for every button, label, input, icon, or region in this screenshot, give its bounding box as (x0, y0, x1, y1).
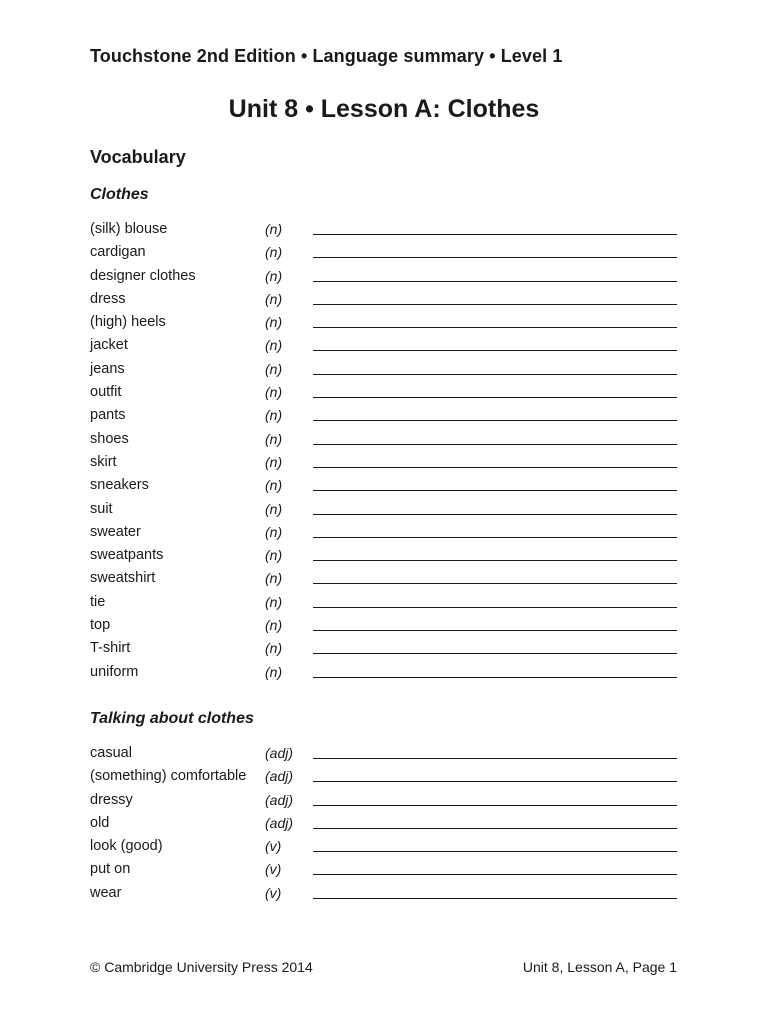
vocab-term: top (90, 617, 111, 634)
page-title: Unit 8 • Lesson A: Clothes (228, 95, 540, 123)
vocab-row (0, 453, 768, 476)
vocab-row (0, 639, 768, 662)
part-of-speech: (n) (265, 523, 283, 540)
footer-copyright: © Cambridge University Press 2014 (90, 959, 313, 975)
part-of-speech: (n) (265, 617, 283, 634)
vocab-term: cardigan (90, 244, 146, 261)
vocab-term: jeans (90, 360, 125, 377)
answer-line (313, 257, 677, 258)
part-of-speech: (n) (265, 477, 283, 494)
vocab-term: (silk) blouse (90, 221, 168, 237)
part-of-speech: (n) (265, 593, 283, 610)
vocab-row (0, 593, 768, 616)
part-of-speech: (n) (265, 407, 283, 424)
vocab-row (0, 336, 768, 359)
answer-line (313, 828, 677, 829)
part-of-speech: (n) (265, 500, 283, 517)
answer-line (313, 537, 677, 538)
part-of-speech: (n) (265, 640, 283, 657)
vocab-term: look (good) (90, 838, 163, 855)
vocab-row (0, 569, 768, 592)
vocab-term: shoes (90, 430, 129, 447)
vocab-term: T-shirt (90, 640, 131, 657)
vocab-term: designer clothes (90, 267, 196, 284)
footer-page-info: Unit 8, Lesson A, Page 1 (522, 959, 677, 975)
answer-line (313, 350, 677, 351)
vocab-term: (something) comfortable (90, 768, 247, 785)
answer-line (313, 420, 677, 421)
answer-line (313, 583, 677, 584)
vocab-term: outfit (90, 384, 122, 401)
vocab-row (0, 430, 768, 453)
vocab-term: jacket (90, 337, 128, 354)
vocab-term: casual (90, 745, 132, 761)
vocab-row (0, 243, 768, 266)
part-of-speech: (n) (265, 337, 283, 354)
answer-line (313, 805, 677, 806)
answer-line (313, 851, 677, 852)
part-of-speech: (n) (265, 384, 283, 401)
vocab-term: uniform (90, 663, 139, 680)
part-of-speech: (n) (265, 244, 283, 261)
vocab-row (0, 500, 768, 523)
vocab-row (0, 360, 768, 383)
part-of-speech: (n) (265, 547, 283, 564)
vocab-row (0, 406, 768, 429)
vocab-row (0, 313, 768, 336)
part-of-speech: (n) (265, 430, 283, 447)
vocab-term: sweater (90, 523, 141, 540)
vocab-term: (high) heels (90, 314, 166, 331)
vocab-row (0, 744, 768, 767)
talking-vocab-list (0, 744, 768, 907)
part-of-speech: (v) (265, 838, 282, 855)
answer-line (313, 327, 677, 328)
part-of-speech: (n) (265, 267, 283, 284)
document-header: Touchstone 2nd Edition • Language summary • Level 1 (90, 46, 563, 66)
part-of-speech: (n) (265, 663, 283, 680)
answer-line (313, 397, 677, 398)
vocab-term: tie (90, 593, 106, 610)
answer-line (313, 607, 677, 608)
vocab-row (0, 616, 768, 639)
vocab-term: sweatshirt (90, 570, 156, 587)
vocab-row (0, 884, 768, 907)
section-title-vocabulary: Vocabulary (90, 147, 186, 167)
vocab-row (0, 523, 768, 546)
answer-line (313, 490, 677, 491)
vocab-row (0, 220, 768, 243)
part-of-speech: (adj) (265, 814, 294, 831)
answer-line (313, 234, 677, 235)
answer-line (313, 514, 677, 515)
vocab-row (0, 860, 768, 883)
vocab-term: dressy (90, 791, 133, 808)
answer-line (313, 677, 677, 678)
part-of-speech: (adj) (265, 745, 294, 761)
vocab-term: old (90, 814, 110, 831)
vocab-term: sweatpants (90, 547, 164, 564)
answer-line (313, 304, 677, 305)
answer-line (313, 653, 677, 654)
vocab-row (0, 383, 768, 406)
vocab-row (0, 476, 768, 499)
answer-line (313, 781, 677, 782)
answer-line (313, 898, 677, 899)
part-of-speech: (n) (265, 290, 283, 307)
vocab-row (0, 267, 768, 290)
vocab-row (0, 767, 768, 790)
vocab-row (0, 546, 768, 569)
subheading-talking-about-clothes: Talking about clothes (90, 710, 254, 727)
answer-line (313, 560, 677, 561)
vocab-term: skirt (90, 453, 117, 470)
vocab-term: wear (90, 884, 122, 901)
answer-line (313, 281, 677, 282)
answer-line (313, 758, 677, 759)
vocab-row (0, 791, 768, 814)
vocab-row (0, 837, 768, 860)
part-of-speech: (n) (265, 453, 283, 470)
vocab-term: sneakers (90, 477, 149, 494)
part-of-speech: (n) (265, 360, 283, 377)
part-of-speech: (n) (265, 314, 283, 331)
clothes-vocab-list (0, 220, 768, 686)
part-of-speech: (v) (265, 861, 282, 878)
part-of-speech: (n) (265, 570, 283, 587)
vocab-row (0, 814, 768, 837)
part-of-speech: (n) (265, 221, 283, 237)
answer-line (313, 467, 677, 468)
vocab-term: pants (90, 407, 126, 424)
part-of-speech: (adj) (265, 768, 294, 785)
part-of-speech: (adj) (265, 791, 294, 808)
vocab-row (0, 663, 768, 686)
answer-line (313, 374, 677, 375)
vocab-term: dress (90, 290, 126, 307)
vocab-term: put on (90, 861, 131, 878)
subheading-clothes: Clothes (90, 186, 149, 203)
vocab-term: suit (90, 500, 113, 517)
answer-line (313, 630, 677, 631)
part-of-speech: (v) (265, 884, 282, 901)
vocab-row (0, 290, 768, 313)
answer-line (313, 444, 677, 445)
answer-line (313, 874, 677, 875)
